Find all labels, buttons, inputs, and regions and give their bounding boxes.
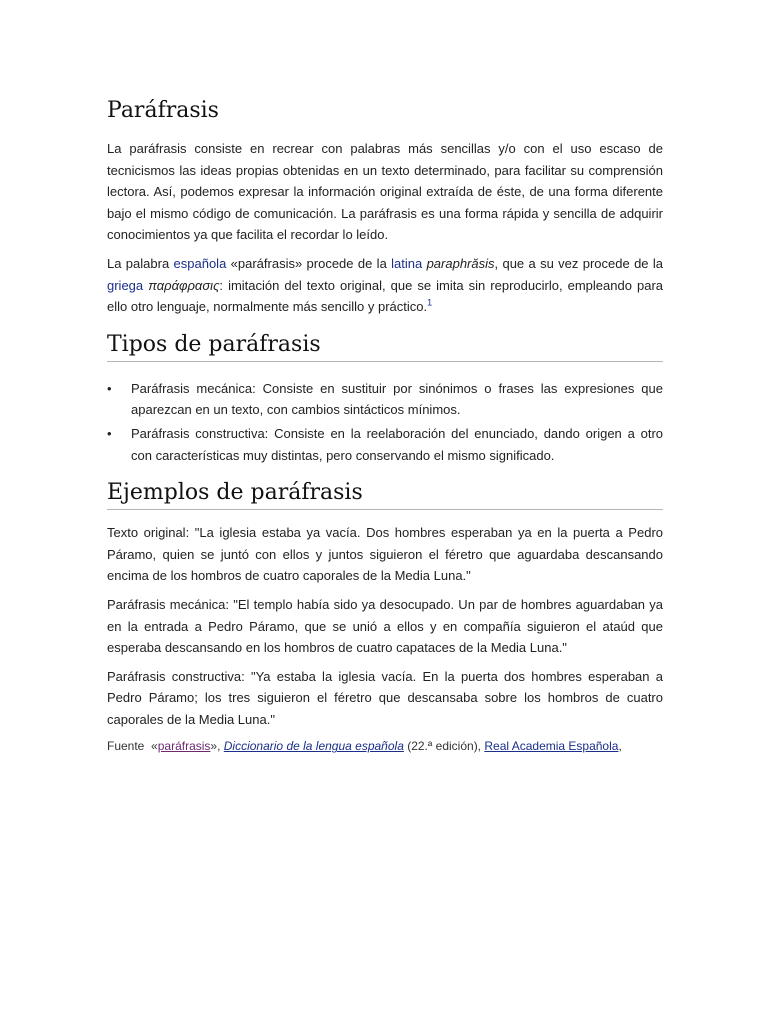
edition-text: (22.ª edición), (403, 739, 485, 754)
etymology-text: : imitación del texto original, que se imita sin reproducirlo, empleando para ello otro lenguaje, normalmente más sencillo y práctico. (107, 277, 663, 315)
etymology-text: , que a su vez procede de la (494, 255, 663, 271)
bullet-icon: • (107, 380, 112, 396)
trailing-comma: , (618, 739, 622, 754)
source-label: Fuente (107, 739, 145, 754)
article (107, 96, 663, 756)
latin-word: paraphrăsis (426, 255, 495, 271)
link-latina[interactable]: latina (391, 255, 423, 271)
list-item (107, 423, 663, 466)
source-citation (107, 736, 663, 756)
greek-word: παράφρασις (148, 277, 220, 293)
link-espanola[interactable]: española (173, 255, 227, 271)
etymology-text: La palabra (107, 255, 174, 271)
intro-paragraph: La paráfrasis consiste en recrear con palabras más sencillas y/o con el uso escaso de tecnicismos las ideas propias obtenidas en un texto determinado, para facilitar su comprensión lectora. Así, podemos expresar la información original extraída de éste, de una forma diferente bajo el mismo código de comunicación. La paráfrasis es una forma rápida y sencilla de adquirir conocimientos ya que facilita el recordar lo leído. (107, 141, 663, 243)
bullet-icon: • (107, 425, 112, 441)
quote-close: », (210, 739, 224, 754)
section-heading-ejemplos: Ejemplos de paráfrasis (107, 478, 663, 510)
example-original: Texto original: "La iglesia estaba ya vacía. Dos hombres esperaban ya en la puerta a Pedro Páramo, quien se juntó con ellos y juntos siguieron el féretro que aguardaba descansando encima de los hombros de cuatro caporales de la Media Luna." (107, 525, 663, 584)
example-mecanica: Paráfrasis mecánica: "El templo había sido ya desocupado. Un par de hombres aguardaban ya en la entrada a Pedro Páramo, que se unió a ellos y en compañía siguieron el ataúd que esperaba descansando en los hombros de cuatro capataces de la Media Luna." (107, 596, 663, 656)
example-constructiva: Paráfrasis constructiva: "Ya estaba la iglesia vacía. En la puerta dos hombres esperaban a Pedro Páramo; los tres siguieron el féretro que descansaba sobre los hombros de cuatro caporales de la Media Luna." (107, 668, 663, 727)
section-heading-tipos: Tipos de paráfrasis (107, 330, 663, 362)
reference-link[interactable]: 1 (427, 297, 433, 308)
list-item-text: Paráfrasis constructiva: Consiste en la reelaboración del enunciado, dando origen a otro con características muy distintas, pero conservando el mismo significado. (131, 425, 663, 463)
link-parafrasis[interactable]: paráfrasis (157, 739, 211, 754)
list-item-text: Paráfrasis mecánica: Consiste en sustituir por sinónimos o frases las expresiones que aparezcan en un texto, con cambios sintácticos mínimos. (131, 380, 663, 418)
quote-open: « (151, 739, 158, 754)
etymology-text: «paráfrasis» procede de la (226, 255, 392, 271)
tipos-list (107, 378, 663, 466)
link-diccionario[interactable]: Diccionario de la lengua española (223, 739, 404, 754)
list-item (107, 378, 663, 421)
etymology-paragraph (107, 253, 663, 318)
page-title: Paráfrasis (107, 98, 219, 123)
link-griega[interactable]: griega (107, 277, 144, 293)
link-rae[interactable]: Real Academia Española (484, 739, 619, 754)
